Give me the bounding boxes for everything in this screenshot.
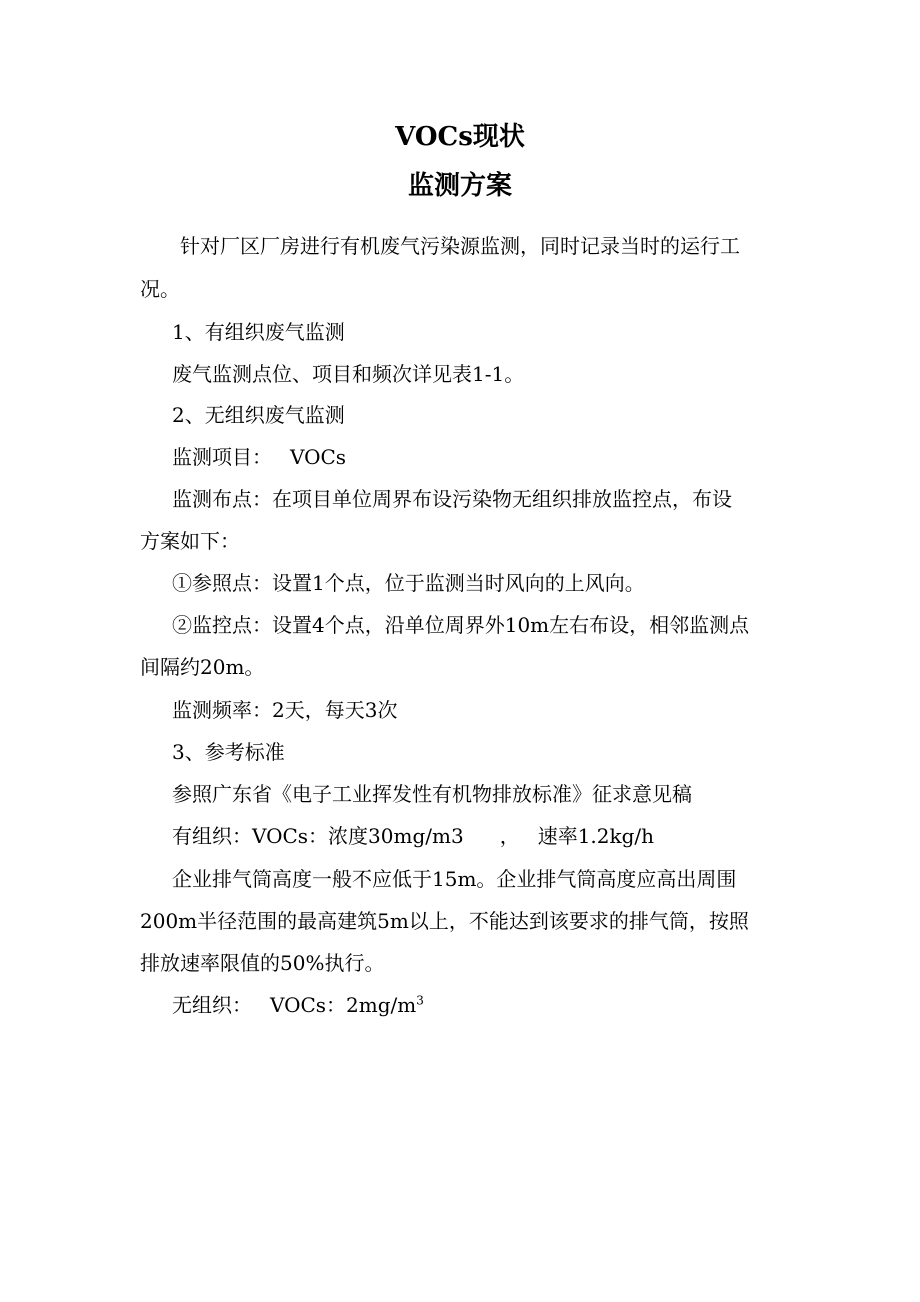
stack-line1: 企业排气筒高度一般不应低于15m。企业排气筒高度应高出周围 [172,867,737,891]
section1-heading: 1、有组织废气监测 [172,320,345,344]
intro-line2: 况。 [140,277,180,301]
monitor-point-line2: 间隔约20m。 [140,655,265,679]
organized-rate: 速率1.2kg/h [537,824,655,848]
unorganized-value: VOCs：2mg/m [270,993,417,1017]
intro-line1: 针对厂区厂房进行有机废气污染源监测，同时记录当时的运行工 [180,234,740,258]
section1-text: 废气监测点位、项目和频次详见表1-1。 [172,362,525,386]
reference-standard: 参照广东省《电子工业挥发性有机物排放标准》征求意见稿 [172,782,692,806]
section3-heading: 3、参考标准 [172,740,285,764]
organized-separator: ， [499,824,520,848]
unit-superscript: 3 [416,993,424,1008]
layout-line2: 方案如下： [140,529,240,553]
organized-limits [172,822,654,850]
organized-concentration: 有组织：VOCs：浓度30mg/m3 [172,824,464,848]
stack-line2: 200m半径范围的最高建筑5m以上，不能达到该要求的排气筒，按照 [140,909,749,933]
document-title-line1: VOCs现状 [395,122,525,152]
monitor-point-line1: ②监控点：设置4个点，沿单位周界外10m左右布设，相邻监测点 [172,613,750,637]
document-title-line2: 监测方案 [407,171,512,201]
reference-point: ①参照点：设置1个点，位于监测当时风向的上风向。 [172,571,645,595]
layout-line1: 监测布点：在项目单位周界布设污染物无组织排放监控点，布设 [172,487,732,511]
monitoring-item-value: VOCs [290,445,347,469]
section2-heading: 2、无组织废气监测 [172,403,345,427]
stack-line3: 排放速率限值的50%执行。 [140,951,385,975]
monitoring-item-label: 监测项目： [172,445,272,469]
monitoring-frequency: 监测频率：2天，每天3次 [172,698,398,722]
unorganized-limits [172,991,424,1019]
unorganized-label: 无组织： [172,993,252,1017]
monitoring-item [172,443,346,471]
